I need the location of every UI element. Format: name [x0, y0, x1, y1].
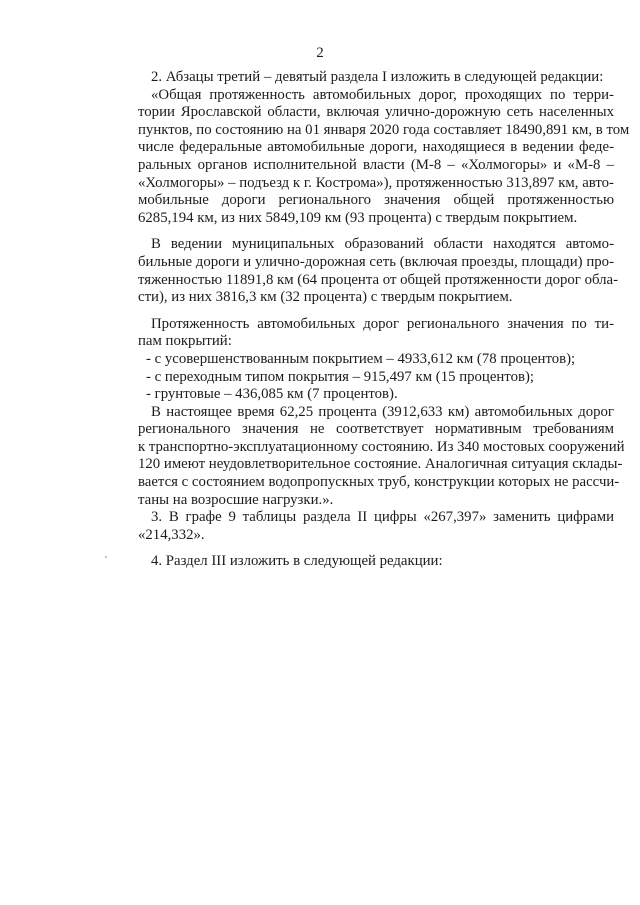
- text-line: тории Ярославской области, включая улично-дорожную сеть населенных: [138, 104, 614, 121]
- text-line: «Холмогоры» – подъезд к г. Кострома»), протяженностью 313,897 км, авто-: [138, 174, 614, 191]
- text-line: 3. В графе 9 таблицы раздела II цифры «267,397» заменить цифрами: [151, 509, 614, 526]
- text-line: числе федеральные автомобильные дороги, находящиеся в ведении феде-: [138, 139, 614, 156]
- text-line: регионального значения не соответствует нормативным требованиям: [138, 421, 614, 438]
- text-line: В ведении муниципальных образований области находятся автомо-: [151, 236, 614, 253]
- list-item: - с переходным типом покрытия – 915,497 км (15 процентов);: [146, 368, 535, 385]
- text-line: мобильные дороги регионального значения общей протяженностью: [138, 192, 614, 209]
- item-2-heading: 2. Абзацы третий – девятый раздела I изложить в следующей редакции:: [151, 69, 604, 85]
- text-line: 120 имеют неудовлетворительное состояние. Аналогичная ситуация склады-: [138, 456, 623, 473]
- text-line: пунктов, по состоянию на 01 января 2020 года составляет 18490,891 км, в том: [138, 121, 630, 138]
- text-line: пам покрытий:: [138, 333, 232, 350]
- text-line: таны на возросшие нагрузки.».: [138, 491, 334, 508]
- text-line: В настоящее время 62,25 процента (3912,633 км) автомобильных дорог: [151, 403, 614, 420]
- text-line: «Общая протяженность автомобильных дорог, проходящих по терри-: [151, 86, 614, 103]
- text-line: 6285,194 км, из них 5849,109 км (93 процента) с твердым покрытием.: [138, 209, 578, 226]
- scan-speck: [105, 556, 107, 558]
- coverage-intro-paragraph: [138, 316, 614, 351]
- text-line: ральных органов исполнительной власти (М-8 – «Холмогоры» и «М-8 –: [138, 156, 614, 173]
- list-item: - с усовершенствованным покрытием – 4933,612 км (78 процентов);: [146, 350, 576, 367]
- text-line: вается с состоянием водопропускных труб, конструкции которых не рассчи-: [138, 474, 620, 491]
- coverage-types-list: [138, 351, 614, 404]
- municipal-roads-paragraph: [138, 236, 619, 306]
- text-line: к транспортно-эксплуатационному состоянию. Из 340 мостовых сооружений: [138, 438, 625, 455]
- text-line: тяженностью 11891,8 км (64 процента от общей протяженности дорог обла-: [138, 271, 619, 288]
- item-4-heading: 4. Раздел III изложить в следующей редакции:: [151, 553, 443, 570]
- text-line: «214,332».: [138, 526, 205, 543]
- list-item: - грунтовые – 436,085 км (7 процентов).: [146, 386, 398, 403]
- text-line: Протяженность автомобильных дорог регионального значения по ти-: [151, 315, 614, 332]
- item-3-paragraph: [138, 509, 614, 544]
- page-number: 2: [316, 45, 324, 61]
- text-line: сти), из них 3816,3 км (32 процента) с твердым покрытием.: [138, 289, 513, 306]
- text-line: бильные дороги и улично-дорожная сеть (включая проезды, площади) про-: [138, 253, 614, 270]
- item-2-paragraph: [138, 69, 630, 227]
- document-body: [138, 69, 630, 571]
- item-4-paragraph: [138, 553, 614, 571]
- road-condition-paragraph: [138, 403, 625, 510]
